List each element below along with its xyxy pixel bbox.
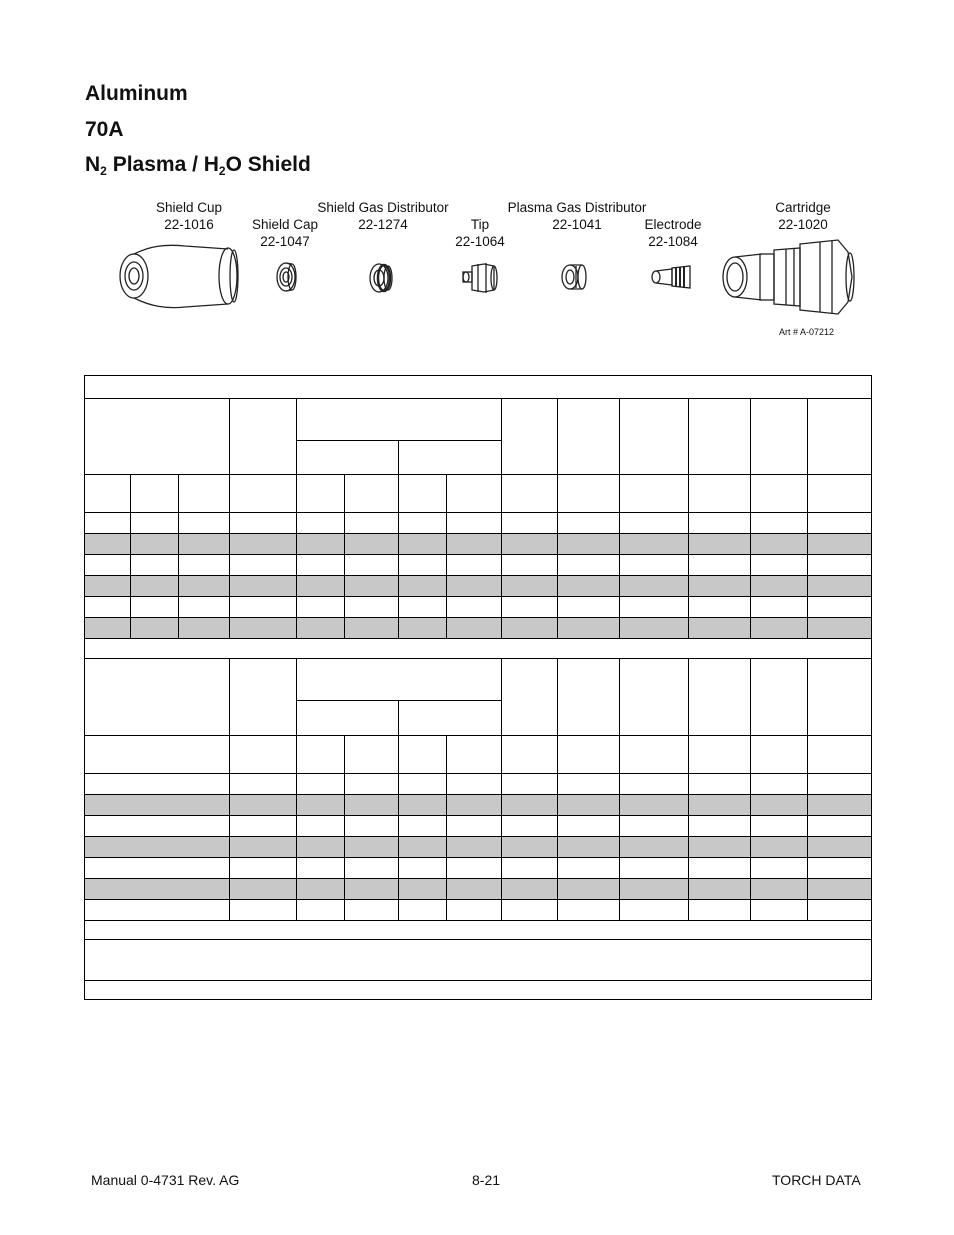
amperage-title: 70A — [85, 118, 124, 141]
table-row — [85, 576, 872, 597]
part-label-shield-cap: Shield Cap 22-1047 — [251, 217, 319, 249]
table-row — [85, 900, 872, 921]
table-row — [85, 795, 872, 816]
part-label-shield-cup: Shield Cup 22-1016 — [155, 200, 223, 232]
part-label-plasma-gas-distributor: Plasma Gas Distributor 22-1041 — [507, 200, 647, 232]
cartridge-icon — [723, 240, 854, 314]
table-notes-row — [85, 981, 872, 1000]
table-unit-row — [85, 475, 872, 513]
table-unit-row — [85, 736, 872, 774]
part-label-electrode: Electrode 22-1084 — [644, 217, 702, 249]
table-notes-row — [85, 940, 872, 981]
cut-chart-table-lower — [84, 658, 872, 1000]
part-label-tip: Tip 22-1064 — [455, 217, 505, 249]
tip-icon — [463, 263, 497, 293]
table-row — [85, 534, 872, 555]
shield-cup-icon — [120, 245, 238, 307]
table-row — [85, 858, 872, 879]
table-header-row — [85, 659, 872, 701]
table-row — [85, 816, 872, 837]
table-header-row — [85, 399, 872, 441]
material-title: Aluminum — [85, 82, 188, 105]
cut-chart-table-upper — [84, 375, 872, 659]
footer-page-number: 8-21 — [472, 1172, 501, 1188]
plasma-gas-distributor-icon — [562, 265, 586, 289]
table-notes-row — [85, 921, 872, 940]
part-label-shield-gas-distributor: Shield Gas Distributor 22-1274 — [317, 200, 449, 232]
footer-section: TORCH DATA — [772, 1172, 861, 1188]
part-label-cartridge: Cartridge 22-1020 — [775, 200, 831, 232]
parts-illustration — [0, 195, 954, 325]
shield-cap-icon — [277, 263, 296, 291]
table-spacer-row — [85, 639, 872, 659]
art-number: Art # A-07212 — [779, 327, 835, 337]
table-row — [85, 618, 872, 639]
footer-manual: Manual 0-4731 Rev. AG — [91, 1172, 240, 1188]
gas-title: $N_2$ Plasma / $H_2O$ Shield — [85, 153, 311, 178]
table-row — [85, 555, 872, 576]
electrode-icon — [652, 266, 690, 288]
table-row — [85, 597, 872, 618]
shield-gas-distributor-icon — [370, 264, 392, 292]
table-row — [85, 774, 872, 795]
table-row — [85, 837, 872, 858]
table-row — [85, 513, 872, 534]
table-title-row — [85, 376, 872, 399]
table-row — [85, 879, 872, 900]
